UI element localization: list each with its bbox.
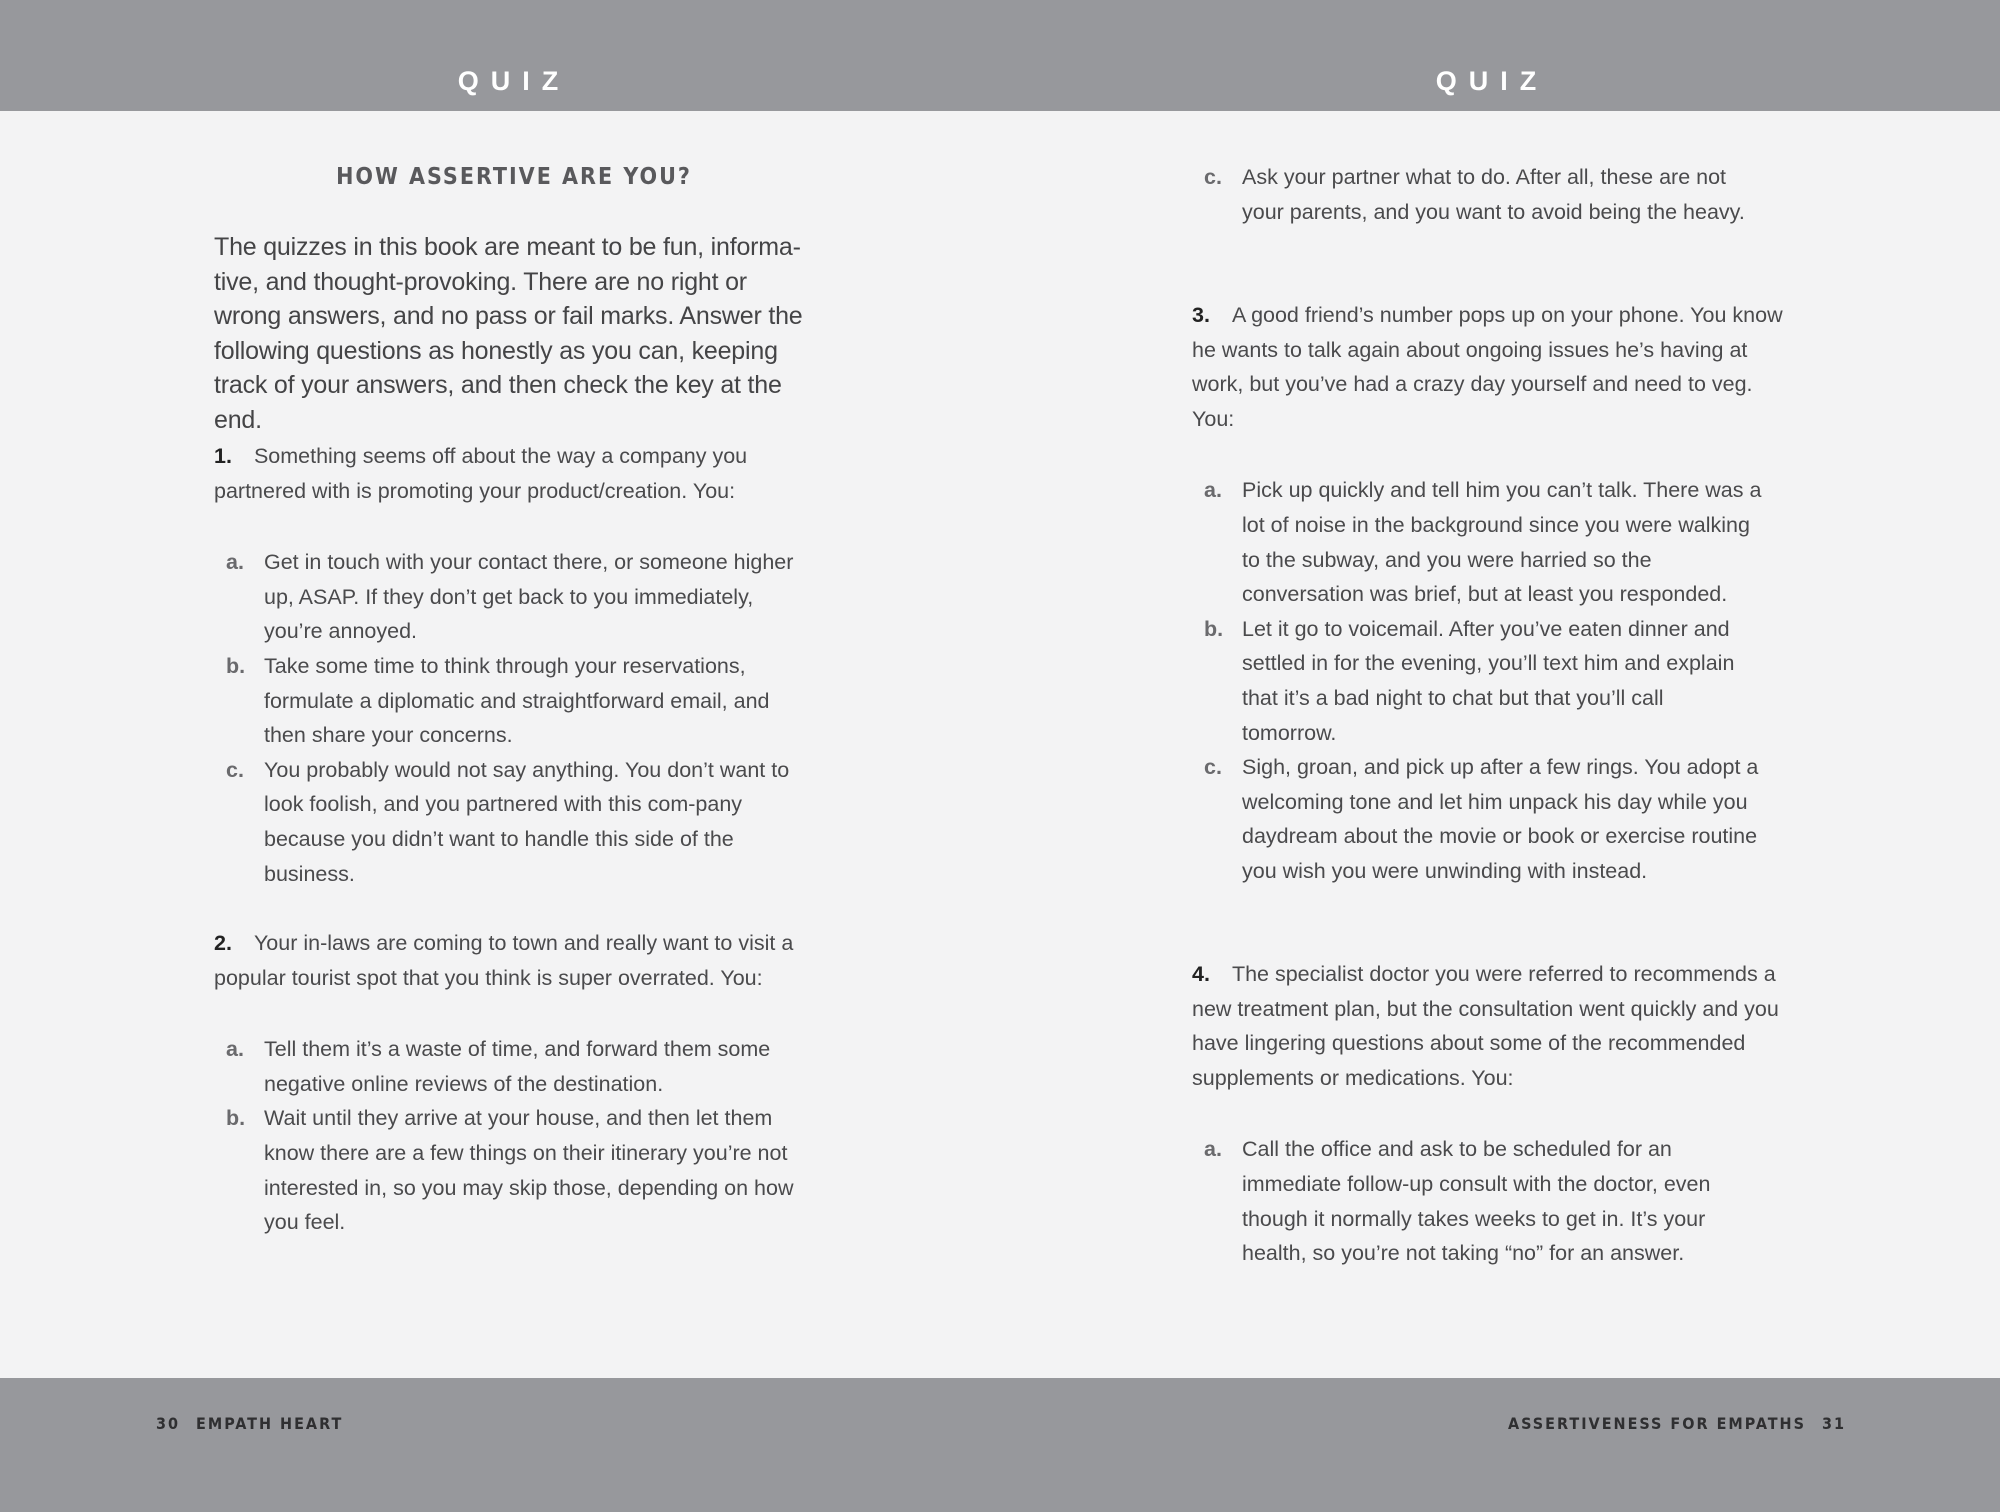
quiz-title: HOW ASSERTIVE ARE YOU? [336, 164, 692, 190]
answer-option[interactable] [1192, 160, 1752, 229]
question-number: 4. [1192, 962, 1210, 986]
right-header-label: QUIZ [1435, 66, 1549, 96]
question-1 [214, 439, 814, 891]
option-letter: c. [1204, 755, 1222, 780]
right-page-number: 31 [1821, 1414, 1846, 1433]
left-footer [156, 1412, 343, 1436]
question-4 [1192, 957, 1792, 1271]
question-body: Your in-laws are coming to town and really want to visit a popular tourist spot that you think is super overrated. You: [214, 931, 794, 990]
carryover-options [1192, 160, 1752, 229]
option-text: Pick up quickly and tell him you can’t talk. There was a lot of noise in the background since you were walking to the subway, and you were harried so the conversation was brief, but at least you responded. [1242, 478, 1762, 607]
option-text: Wait until they arrive at your house, and then let them know there are a few things on their itinerary you’re not interested in, so you may skip those, depending on how you feel. [264, 1106, 794, 1235]
answer-options [214, 1032, 814, 1240]
answer-option[interactable] [214, 545, 814, 649]
option-letter: a. [1204, 1137, 1222, 1162]
answer-options [1192, 1132, 1762, 1270]
question-number: 2. [214, 931, 232, 955]
question-text [214, 439, 814, 508]
quiz-intro: The quizzes in this book are meant to be fun, informa-tive, and thought-provoking. There are no right or wrong answers, and no pass or fail marks. Answer the following questions as honestly as you can, keeping track of your answers, and then check the key at the end. [214, 233, 803, 434]
option-text: Ask your partner what to do. After all, these are not your parents, and you want to avoid being the heavy. [1242, 165, 1745, 224]
right-running-title: ASSERTIVENESS FOR EMPATHS [1508, 1414, 1806, 1433]
option-letter: b. [226, 653, 246, 678]
option-text: Get in touch with your contact there, or someone higher up, ASAP. If they don’t get back to you immediately, you’re annoyed. [264, 550, 794, 644]
option-text: Tell them it’s a waste of time, and forward them some negative online reviews of the destination. [264, 1037, 771, 1096]
option-letter: a. [226, 550, 244, 575]
answer-option[interactable] [1192, 473, 1762, 611]
question-body: A good friend’s number pops up on your phone. You know he wants to talk again about ongoing issues he’s having at work, but you’ve had a crazy day yourself and need to veg. You: [1192, 303, 1783, 431]
left-running-title: EMPATH HEART [196, 1414, 344, 1433]
left-page-number: 30 [156, 1414, 181, 1433]
question-body: Something seems off about the way a company you partnered with is promoting your product/creation. You: [214, 444, 748, 503]
question-number: 3. [1192, 303, 1210, 327]
option-text: Sigh, groan, and pick up after a few rings. You adopt a welcoming tone and let him unpack his day while you daydream about the movie or book or exercise routine you wish you were unwinding with instead. [1242, 755, 1759, 883]
question-number: 1. [214, 444, 232, 468]
answer-option[interactable] [1192, 612, 1762, 750]
option-letter: b. [226, 1106, 246, 1131]
question-2 [214, 926, 814, 1240]
answer-options [214, 545, 814, 891]
question-3 [1192, 298, 1792, 889]
option-letter: c. [1204, 165, 1222, 189]
answer-option[interactable] [214, 753, 814, 891]
answer-option[interactable] [214, 1032, 814, 1101]
footer-band [0, 1378, 2000, 1512]
right-footer [1508, 1412, 1846, 1436]
answer-option[interactable] [1192, 750, 1762, 888]
question-text [214, 926, 814, 995]
answer-option[interactable] [214, 1101, 814, 1239]
option-text: Call the office and ask to be scheduled for an immediate follow-up consult with the doctor, even though it normally takes weeks to get in. It’s your health, so you’re not taking “no” for an answer. [1242, 1137, 1711, 1266]
answer-option[interactable] [1192, 1132, 1762, 1270]
answer-options [1192, 473, 1762, 888]
question-text [1192, 298, 1792, 436]
option-letter: c. [226, 757, 244, 782]
option-letter: a. [1204, 478, 1222, 503]
left-header-label: QUIZ [457, 66, 571, 96]
option-letter: b. [1204, 616, 1224, 641]
question-body: The specialist doctor you were referred to recommends a new treatment plan, but the consultation went quickly and you have lingering questions about some of the recommended supplements or medications. You: [1192, 962, 1779, 1090]
option-text: Take some time to think through your reservations, formulate a diplomatic and straightforward email, and then share your concerns. [264, 653, 770, 748]
header-band [0, 0, 2000, 111]
answer-option[interactable] [214, 649, 814, 753]
option-text: Let it go to voicemail. After you’ve eaten dinner and settled in for the evening, you’ll text him and explain that it’s a bad night to chat but that you’ll call tomorrow. [1242, 616, 1735, 745]
option-text: You probably would not say anything. You don’t want to look foolish, and you partnered with this com-pany because you didn’t want to handle this side of the business. [264, 757, 790, 886]
question-text [1192, 957, 1792, 1095]
option-letter: a. [226, 1037, 244, 1062]
